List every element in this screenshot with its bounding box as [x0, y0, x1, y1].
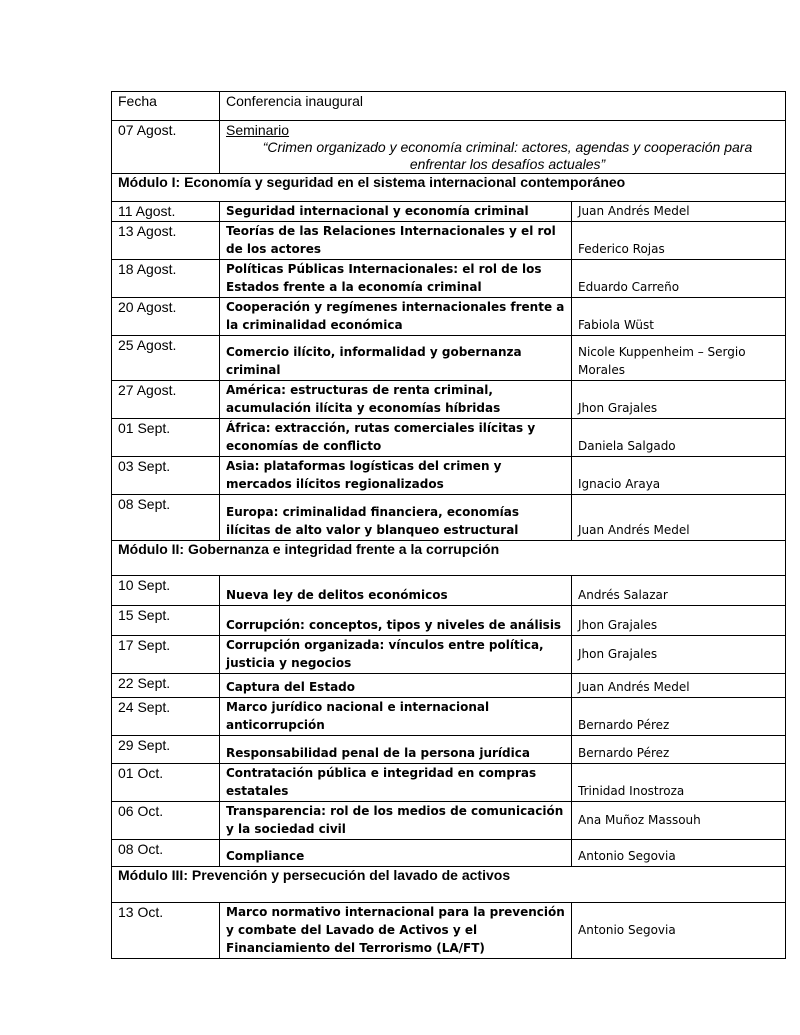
- session-date: 11 Agost.: [112, 202, 220, 222]
- session-speaker: Fabiola Wüst: [572, 298, 786, 336]
- module-title: Módulo I: Economía y seguridad en el sistema internacional contemporáneo: [112, 174, 786, 202]
- session-date: 22 Sept.: [112, 674, 220, 698]
- session-date: 01 Oct.: [112, 764, 220, 802]
- session-row: [112, 419, 786, 457]
- session-topic: Transparencia: rol de los medios de comunicación y la sociedad civil: [220, 802, 572, 840]
- session-topic: Asia: plataformas logísticas del crimen y mercados ilícitos regionalizados: [220, 457, 572, 495]
- session-topic: Cooperación y regímenes internacionales frente a la criminalidad económica: [220, 298, 572, 336]
- session-speaker: Antonio Segovia: [572, 903, 786, 959]
- session-topic: Políticas Públicas Internacionales: el rol de los Estados frente a la economía criminal: [220, 260, 572, 298]
- session-date: 01 Sept.: [112, 419, 220, 457]
- session-date: 13 Oct.: [112, 903, 220, 959]
- session-topic: Contratación pública e integridad en compras estatales: [220, 764, 572, 802]
- session-topic: Marco normativo internacional para la prevención y combate del Lavado de Activos y el Financiamiento del Terrorismo (LA/FT): [220, 903, 572, 959]
- session-row: [112, 298, 786, 336]
- session-row: [112, 576, 786, 606]
- session-speaker: Eduardo Carreño: [572, 260, 786, 298]
- session-row: [112, 606, 786, 636]
- session-speaker: Antonio Segovia: [572, 840, 786, 867]
- session-speaker: Bernardo Pérez: [572, 698, 786, 736]
- schedule-table: [111, 91, 786, 959]
- session-date: 29 Sept.: [112, 736, 220, 764]
- seminar-title: “Crimen organizado y economía criminal: actores, agendas y cooperación para enfrentar los desafíos actuales”: [262, 139, 753, 172]
- session-row: [112, 764, 786, 802]
- session-speaker: Ignacio Araya: [572, 457, 786, 495]
- session-speaker: Nicole Kuppenheim – Sergio Morales: [572, 336, 786, 381]
- session-topic: Comercio ilícito, informalidad y gobernanza criminal: [220, 336, 572, 381]
- session-topic: Seguridad internacional y economía criminal: [220, 202, 572, 222]
- session-row: [112, 840, 786, 867]
- session-speaker: Jhon Grajales: [572, 381, 786, 419]
- session-topic: Corrupción organizada: vínculos entre política, justicia y negocios: [220, 636, 572, 674]
- session-topic: América: estructuras de renta criminal, acumulación ilícita y economías híbridas: [220, 381, 572, 419]
- seminar-row: [112, 121, 786, 174]
- session-row: [112, 260, 786, 298]
- session-speaker: Juan Andrés Medel: [572, 674, 786, 698]
- session-row: [112, 636, 786, 674]
- session-topic: Teorías de las Relaciones Internacionales y el rol de los actores: [220, 222, 572, 260]
- session-speaker: Bernardo Pérez: [572, 736, 786, 764]
- session-row: [112, 698, 786, 736]
- session-date: 15 Sept.: [112, 606, 220, 636]
- session-speaker: Jhon Grajales: [572, 606, 786, 636]
- date-column-header: Fecha: [112, 92, 220, 121]
- session-row: [112, 202, 786, 222]
- session-topic: Nueva ley de delitos económicos: [220, 576, 572, 606]
- session-date: 25 Agost.: [112, 336, 220, 381]
- session-speaker: Juan Andrés Medel: [572, 495, 786, 541]
- session-speaker: Jhon Grajales: [572, 636, 786, 674]
- session-row: [112, 903, 786, 959]
- module-title: Módulo III: Prevención y persecución del lavado de activos: [112, 867, 786, 903]
- session-date: 18 Agost.: [112, 260, 220, 298]
- session-date: 24 Sept.: [112, 698, 220, 736]
- session-date: 03 Sept.: [112, 457, 220, 495]
- seminar-label: Seminario: [226, 122, 290, 138]
- session-topic: Compliance: [220, 840, 572, 867]
- module-header-row: [112, 867, 786, 903]
- seminar-date: 07 Agost.: [112, 121, 220, 174]
- session-topic: África: extracción, rutas comerciales ilícitas y economías de conflicto: [220, 419, 572, 457]
- session-date: 17 Sept.: [112, 636, 220, 674]
- session-date: 08 Sept.: [112, 495, 220, 541]
- session-row: [112, 495, 786, 541]
- session-speaker: Andrés Salazar: [572, 576, 786, 606]
- session-speaker: Federico Rojas: [572, 222, 786, 260]
- session-date: 27 Agost.: [112, 381, 220, 419]
- session-speaker: Daniela Salgado: [572, 419, 786, 457]
- seminar-cell: [220, 121, 786, 174]
- session-row: [112, 381, 786, 419]
- session-row: [112, 736, 786, 764]
- session-speaker: Trinidad Inostroza: [572, 764, 786, 802]
- module-header-row: [112, 541, 786, 576]
- session-topic: Corrupción: conceptos, tipos y niveles de análisis: [220, 606, 572, 636]
- session-topic: Marco jurídico nacional e internacional anticorrupción: [220, 698, 572, 736]
- session-topic: Captura del Estado: [220, 674, 572, 698]
- session-row: [112, 336, 786, 381]
- session-row: [112, 802, 786, 840]
- session-date: 13 Agost.: [112, 222, 220, 260]
- module-title: Módulo II: Gobernanza e integridad frente a la corrupción: [112, 541, 786, 576]
- session-speaker: Juan Andrés Medel: [572, 202, 786, 222]
- session-row: [112, 222, 786, 260]
- session-date: 08 Oct.: [112, 840, 220, 867]
- session-date: 20 Agost.: [112, 298, 220, 336]
- session-speaker: Ana Muñoz Massouh: [572, 802, 786, 840]
- session-topic: Responsabilidad penal de la persona jurídica: [220, 736, 572, 764]
- session-row: [112, 457, 786, 495]
- header-row: [112, 92, 786, 121]
- module-header-row: [112, 174, 786, 202]
- session-topic: Europa: criminalidad financiera, economías ilícitas de alto valor y blanqueo estructural: [220, 495, 572, 541]
- opening-conference-cell: Conferencia inaugural: [220, 92, 786, 121]
- session-row: [112, 674, 786, 698]
- session-date: 10 Sept.: [112, 576, 220, 606]
- session-date: 06 Oct.: [112, 802, 220, 840]
